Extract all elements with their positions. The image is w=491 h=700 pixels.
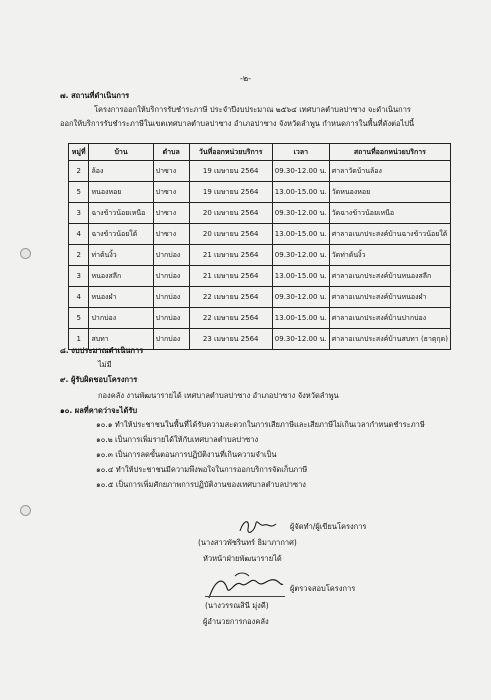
cell-date: 19 เมษายน 2564 (189, 161, 272, 182)
table-row (69, 245, 451, 266)
section10-item: ๑๐.๑ ทำให้ประชาชนในพื้นที่ได้รับความสะดวกในการเสียภาษีและเสียภาษีไม่เกินเวลากำหนดชำระภาษี (96, 420, 425, 429)
table-row (69, 287, 451, 308)
section9-text: กองคลัง งานพัฒนารายได้ เทศบาลตำบลปาซาง อำเภอปาซาง จังหวัดลำพูน (98, 391, 339, 400)
cell-village-no: 1 (69, 329, 89, 350)
table-row (69, 182, 451, 203)
cell-date: 21 เมษายน 2564 (189, 266, 272, 287)
cell-village: ท่าต้นงิ้ว (89, 245, 153, 266)
table-row (69, 203, 451, 224)
header-time: เวลา (272, 144, 329, 161)
table-row (69, 161, 451, 182)
cell-village-no: 4 (69, 224, 89, 245)
cell-time: 13.00-15.00 น. (272, 308, 329, 329)
cell-village-no: 2 (69, 161, 89, 182)
cell-date: 22 เมษายน 2564 (189, 287, 272, 308)
cell-subdistrict: ปากบ่อง (153, 266, 189, 287)
cell-subdistrict: ปาซาง (153, 182, 189, 203)
signatory-name: (นางสาวพัชรินทร์ ธิมาภากาศ) (198, 538, 297, 547)
cell-time: 13.00-15.00 น. (272, 266, 329, 287)
cell-village-no: 3 (69, 266, 89, 287)
cell-date: 21 เมษายน 2564 (189, 245, 272, 266)
cell-subdistrict: ปากบ่อง (153, 287, 189, 308)
cell-subdistrict: ปาซาง (153, 161, 189, 182)
header-service-date: วันที่ออกหน่วยบริการ (189, 144, 272, 161)
cell-location: วัดท่าต้นงิ้ว (329, 245, 450, 266)
section7-paragraph-line2: ออกให้บริการรับชำระภาษีในเขตเทศบาลตำบลปาซาง อำเภอปาซาง จังหวัดลำพูน กำหนดการในพื้นที่ดังต่อไปนี้ (60, 119, 415, 128)
section7-heading: ๗. สถานที่ดำเนินการ (60, 91, 130, 100)
section10-item: ๑๐.๓ เป็นการลดขั้นตอนการปฏิบัติงานที่เกินความจำเป็น (96, 450, 277, 459)
header-location: สถานที่ออกหน่วยบริการ (329, 144, 450, 161)
cell-subdistrict: ปาซาง (153, 203, 189, 224)
section8-heading: ๘. งบประมาณดำเนินการ (60, 346, 144, 355)
cell-village-no: 2 (69, 245, 89, 266)
table-row (69, 266, 451, 287)
cell-date: 23 เมษายน 2564 (189, 329, 272, 350)
section9-heading: ๙. ผู้รับผิดชอบโครงการ (60, 375, 138, 384)
cell-location: ศาลาอเนกประสงค์บ้านสบทา (ธาตุกุด) (329, 329, 450, 350)
cell-location: วัดหนองหอย (329, 182, 450, 203)
cell-time: 13.00-15.00 น. (272, 182, 329, 203)
header-village-no: หมู่ที่ (69, 144, 89, 161)
section10-heading: ๑๐. ผลที่คาดว่าจะได้รับ (60, 406, 138, 415)
signatory-position: ผู้อำนวยการกองคลัง (203, 617, 269, 626)
cell-time: 09.30-12.00 น. (272, 329, 329, 350)
cell-location: ศาลาอเนกประสงค์บ้านฉางข้าวน้อยใต้ (329, 224, 450, 245)
section10-item: ๑๐.๕ เป็นการเพิ่มศักยภาพการปฏิบัติงานของเทศบาลตำบลปาซาง (96, 480, 306, 489)
cell-date: 20 เมษายน 2564 (189, 224, 272, 245)
cell-subdistrict: ปากบ่อง (153, 245, 189, 266)
cell-village: หนองผำ (89, 287, 153, 308)
cell-village: หนองหอย (89, 182, 153, 203)
section7-paragraph-line1: โครงการออกให้บริการรับชำระภาษี ประจำปีงบประมาณ ๒๕๖๔ เทศบาลตำบลปาซาง จะดำเนินการ (94, 105, 411, 114)
signatory-name: (นางวรรณสินี มุ่งดี) (205, 601, 269, 610)
cell-time: 13.00-15.00 น. (272, 224, 329, 245)
signature-role: ผู้จัดทำ/ผู้เขียนโครงการ (290, 522, 367, 531)
schedule-table (68, 143, 451, 350)
cell-village-no: 4 (69, 287, 89, 308)
cell-village-no: 5 (69, 308, 89, 329)
header-subdistrict: ตำบล (153, 144, 189, 161)
signatory-position: หัวหน้าฝ่ายพัฒนารายได้ (203, 554, 282, 563)
cell-village-no: 5 (69, 182, 89, 203)
cell-time: 09.30-12.00 น. (272, 203, 329, 224)
table-row (69, 224, 451, 245)
signature-line (205, 596, 285, 597)
cell-location: ศาลาอเนกประสงค์บ้านหนองสลีก (329, 266, 450, 287)
cell-village: ฉางข้าวน้อยเหนือ (89, 203, 153, 224)
cell-village: สบทา (89, 329, 153, 350)
binder-hole (20, 248, 31, 259)
table-row (69, 308, 451, 329)
cell-location: ศาลาวัดบ้านล้อง (329, 161, 450, 182)
cell-village-no: 3 (69, 203, 89, 224)
signature-role: ผู้ตรวจสอบโครงการ (290, 584, 356, 593)
page-number: -๒- (239, 74, 252, 83)
section8-text: ไม่มี (98, 360, 112, 369)
cell-village: ฉางข้าวน้อยใต้ (89, 224, 153, 245)
section10-item: ๑๐.๔ ทำให้ประชาชนมีความพึงพอใจในการออกบริการจัดเก็บภาษี (96, 465, 308, 474)
cell-date: 19 เมษายน 2564 (189, 182, 272, 203)
cell-time: 09.30-12.00 น. (272, 287, 329, 308)
cell-time: 09.30-12.00 น. (272, 161, 329, 182)
section10-item: ๑๐.๒ เป็นการเพิ่มรายได้ให้กับเทศบาลตำบลปาซาง (96, 435, 259, 444)
cell-location: วัดฉางข้าวน้อยเหนือ (329, 203, 450, 224)
table-header-row (69, 144, 451, 161)
header-village: บ้าน (89, 144, 153, 161)
cell-subdistrict: ปากบ่อง (153, 329, 189, 350)
binder-hole (20, 505, 31, 516)
cell-village: ปากบ่อง (89, 308, 153, 329)
cell-village: ล้อง (89, 161, 153, 182)
cell-subdistrict: ปากบ่อง (153, 308, 189, 329)
cell-date: 20 เมษายน 2564 (189, 203, 272, 224)
cell-village: หนองสลีก (89, 266, 153, 287)
cell-location: ศาลาอเนกประสงค์บ้านปากบ่อง (329, 308, 450, 329)
cell-date: 22 เมษายน 2564 (189, 308, 272, 329)
cell-subdistrict: ปาซาง (153, 224, 189, 245)
cell-time: 09.30-12.00 น. (272, 245, 329, 266)
cell-location: ศาลาอเนกประสงค์บ้านหนองผำ (329, 287, 450, 308)
